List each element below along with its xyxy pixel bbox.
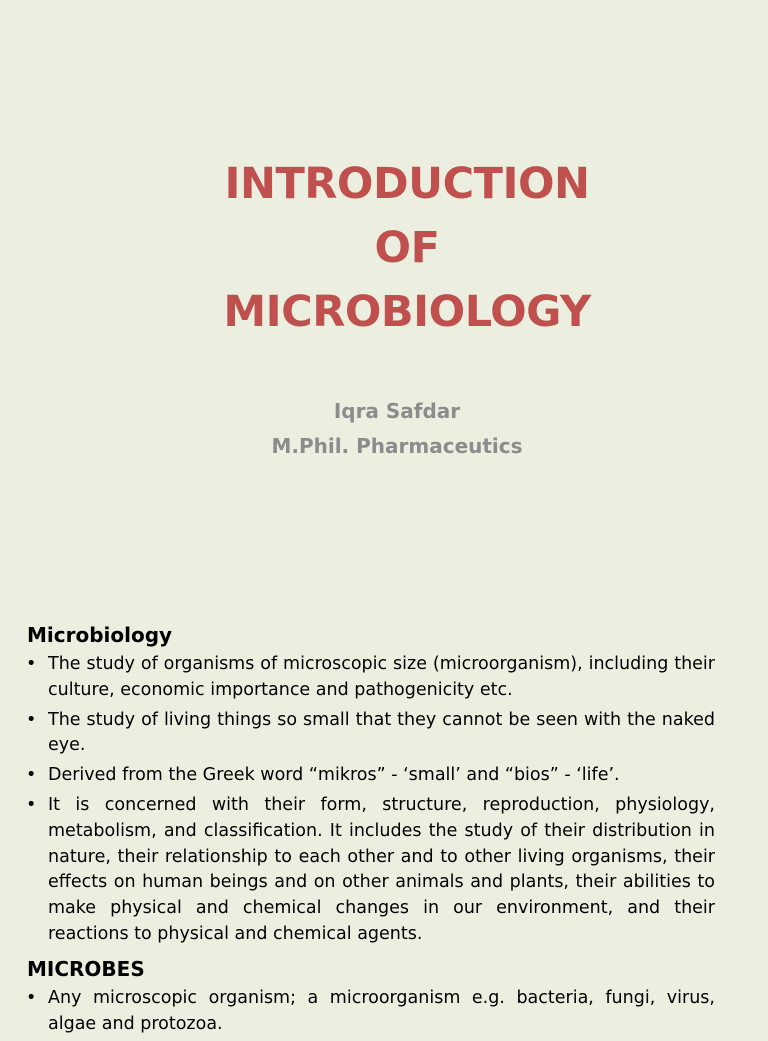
bullet-text: The study of living things so small that they cannot be seen with the naked eye. [48, 709, 715, 756]
bullet-icon: • [26, 987, 37, 1008]
bullet-icon: • [26, 765, 37, 786]
title-line-2: OF [374, 223, 440, 273]
title-line-3: MICROBIOLOGY [223, 287, 591, 337]
slide-subtitle [0, 394, 768, 464]
bullet-text: It is concerned with their form, structure, reproduction, physiology, metabolism, and classification. It includes the study of their distribution in nature, their relationship to each other and to other living organisms, their effects on human beings and on other animals and plants, their abilities to make physical and chemical changes in our environment, and their reactions to physical and chemical agents. [48, 794, 715, 944]
list-item [0, 986, 768, 1038]
bullet-icon: • [26, 794, 37, 815]
author-degree: M.Phil. Pharmaceutics [271, 434, 523, 458]
author-name: Iqra Safdar [333, 399, 461, 423]
bullet-text: Derived from the Greek word “mikros” - ‘small’ and “bios” - ‘life’. [48, 765, 620, 786]
list-item [0, 652, 768, 704]
microbes-heading: MICROBES [27, 956, 145, 981]
list-item [0, 793, 768, 948]
microbiology-heading: Microbiology [27, 623, 173, 647]
content-slide [0, 618, 768, 1041]
microbiology-bullet-list [0, 652, 768, 948]
bullet-icon: • [26, 709, 37, 730]
list-item [0, 763, 768, 789]
slide-title [0, 152, 768, 344]
microbes-bullet-list [0, 986, 768, 1038]
list-item [0, 708, 768, 760]
title-line-1: INTRODUCTION [224, 159, 590, 209]
bullet-text: Any microscopic organism; a microorganism e.g. bacteria, fungi, virus, algae and protozoa. [48, 987, 715, 1034]
bullet-icon: • [26, 654, 37, 674]
bullet-text: The study of organisms of microscopic size (microorganism), including their culture, economic importance and pathogenicity etc. [48, 654, 715, 700]
